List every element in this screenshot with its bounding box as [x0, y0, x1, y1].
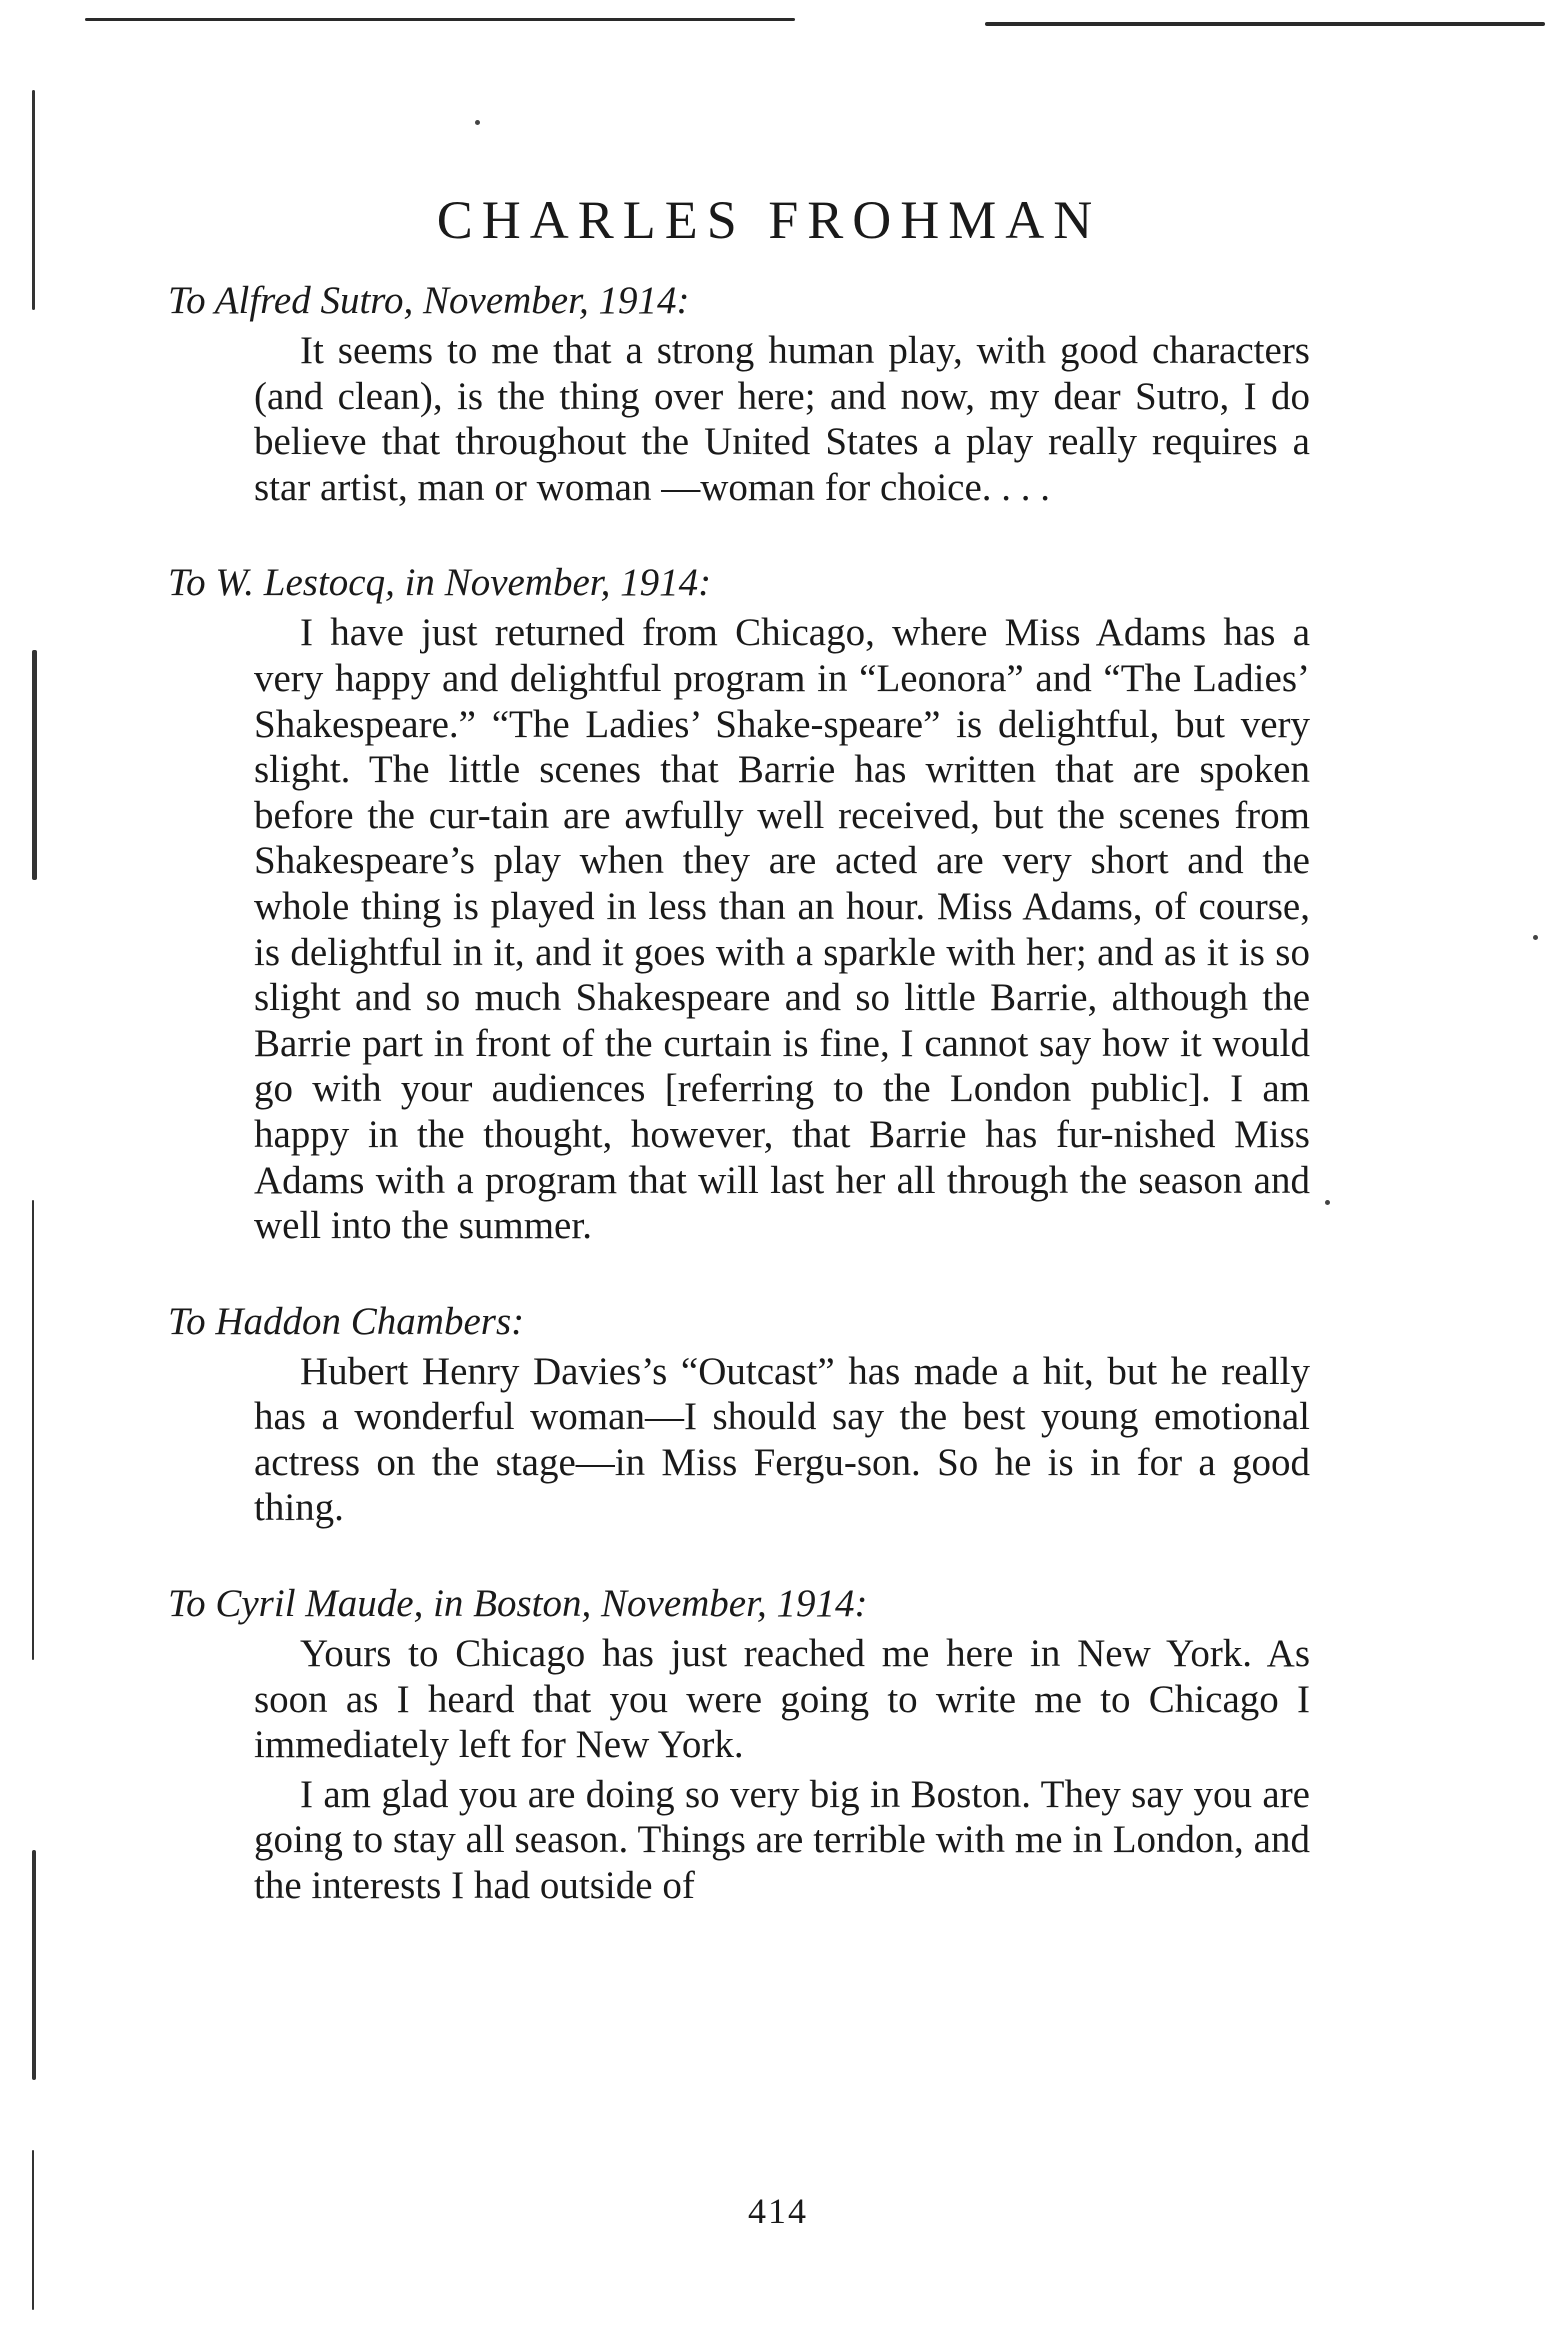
- letter-sutro: [168, 278, 1310, 510]
- letter-paragraph: Hubert Henry Davies’s “Outcast” has made a hit, but he really has a wonderful woman—I should say the best young emotional actress on the stage—in Miss Fergu-son. So he is in for a good thing.: [254, 1349, 1310, 1530]
- letter-maude: [168, 1581, 1310, 1909]
- margin-scan-line: [32, 1200, 34, 1660]
- letter-lestocq: [168, 560, 1310, 1248]
- letter-chambers: [168, 1299, 1310, 1531]
- top-rule-left: [85, 18, 795, 21]
- top-rule-right: [985, 22, 1545, 26]
- letter-heading: To Cyril Maude, in Boston, November, 1914:: [168, 1582, 868, 1626]
- letter-paragraph: It seems to me that a strong human play, with good characters (and clean), is the thing over here; and now, my dear Sutro, I do believe that throughout the United States a play really requires a star artist, man or woman —woman for choice. . . .: [254, 329, 1310, 509]
- letter-paragraph: Yours to Chicago has just reached me here in New York. As soon as I heard that you were going to write me to Chicago I immediately left for New York.: [254, 1632, 1310, 1767]
- margin-scan-line: [32, 1850, 36, 2080]
- letter-paragraph: I have just returned from Chicago, where Miss Adams has a very happy and delightful program in “Leonora” and “The Ladies’ Shakespeare.” “The Ladies’ Shake-speare” is delightful, but very slight. The little scenes that Barrie has written that are spoken before the cur-tain are awfully well received, but the scenes from Shakespeare’s play when they are acted are very short and the whole thing is played in less than an hour. Miss Adams, of course, is delightful in it, and it goes with a sparkle with her; and as it is so slight and so much Shakespeare and so little Barrie, although the Barrie part in front of the curtain is fine, I cannot say how it would go with your audiences [referring to the London public]. I am happy in the thought, however, that Barrie has fur-nished Miss Adams with a program that will last her all through the season and well into the summer.: [254, 611, 1310, 1248]
- letter-heading: To Haddon Chambers:: [168, 1299, 525, 1343]
- page-number: 414: [748, 2191, 808, 2231]
- margin-scan-line: [32, 90, 35, 310]
- letter-heading: To W. Lestocq, in November, 1914:: [168, 561, 712, 605]
- scan-speck: [1533, 935, 1538, 940]
- scan-speck: [1325, 1200, 1330, 1205]
- scan-speck: [475, 120, 480, 125]
- running-head: CHARLES FROHMAN: [436, 190, 1102, 250]
- letter-heading: To Alfred Sutro, November, 1914:: [168, 279, 690, 322]
- book-page: [168, 190, 1310, 1959]
- letter-paragraph: I am glad you are doing so very big in Boston. They say you are going to stay all season. Things are terrible with me in London, and the interests I had outside of: [254, 1772, 1310, 1908]
- margin-scan-line: [32, 650, 37, 880]
